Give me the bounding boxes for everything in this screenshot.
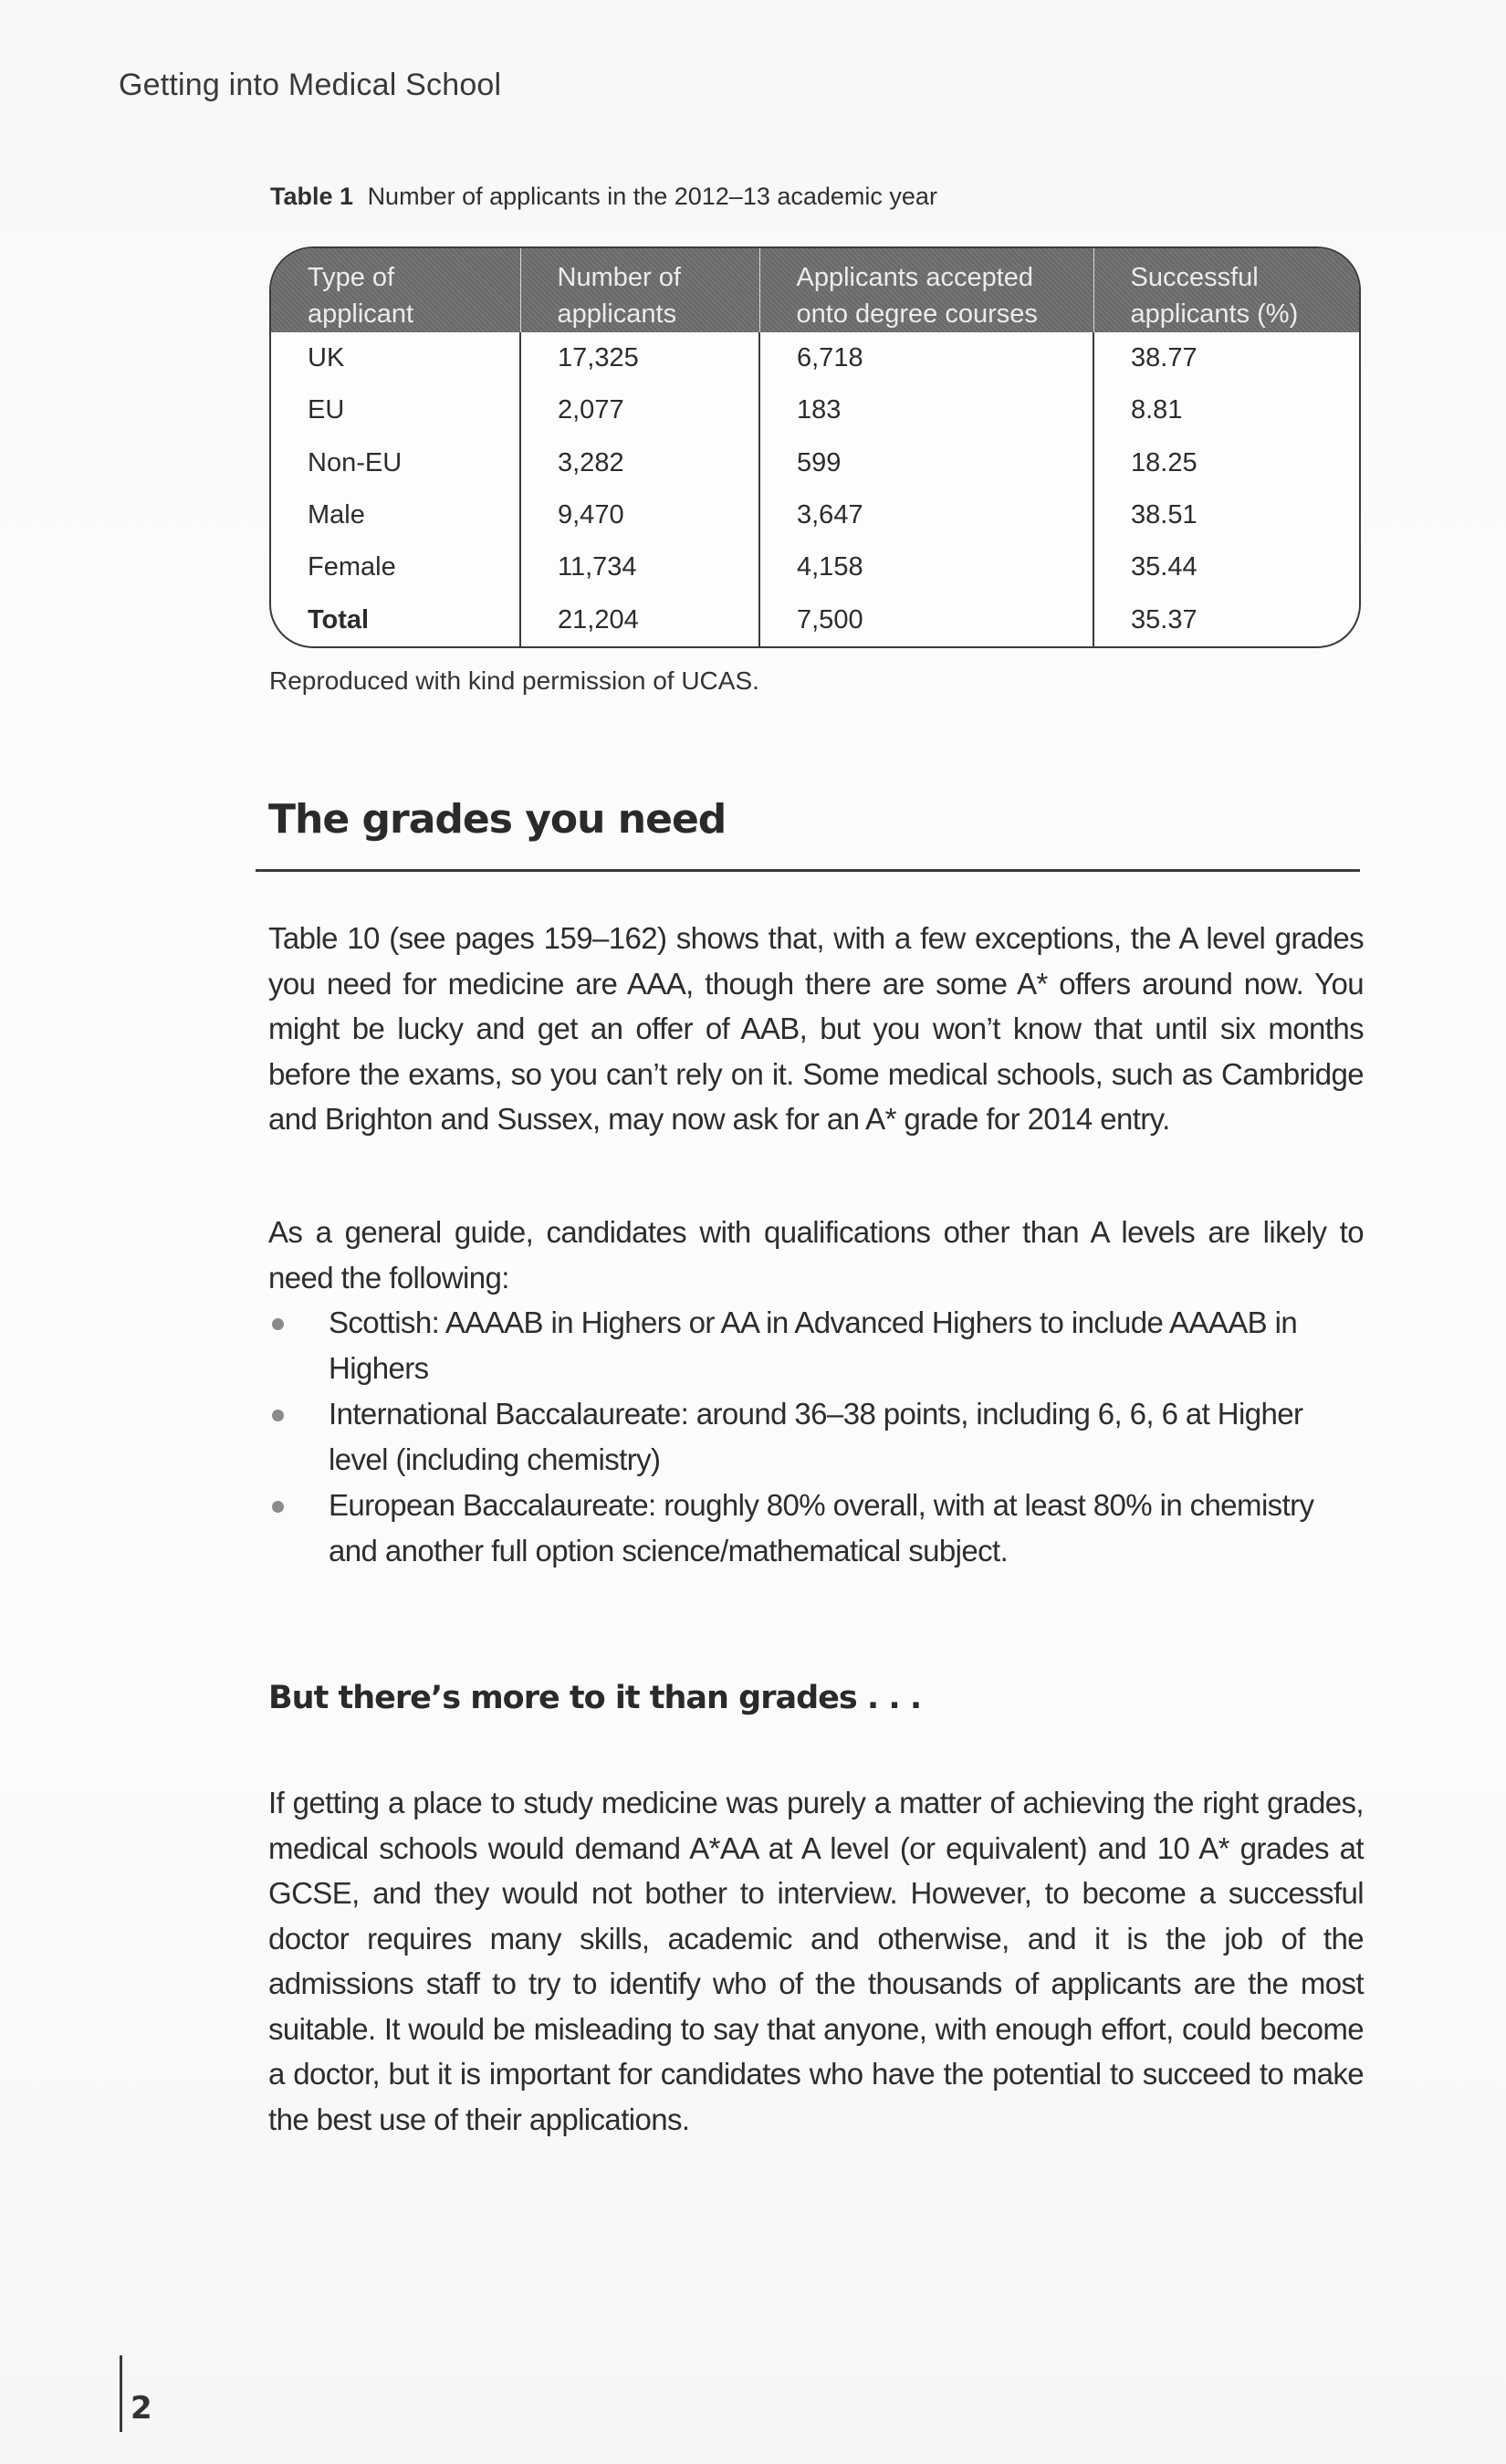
cell-type: Male (308, 500, 365, 530)
cell-type: Total (308, 604, 370, 634)
table-caption-label: Table 1 (270, 183, 354, 210)
list-item (268, 1300, 1364, 1390)
cell-success-rate: 18.25 (1093, 437, 1359, 489)
table-row (271, 332, 1359, 384)
list-item-text: European Baccalaureate: roughly 80% overall, with at least 80% in chemistry and another full option science/mathematical subject. (329, 1488, 1314, 1568)
cell-accepted: 183 (759, 384, 1093, 436)
table-caption (270, 183, 937, 211)
list-item (268, 1391, 1364, 1482)
running-head: Getting into Medical School (119, 68, 502, 102)
cell-accepted: 3,647 (759, 489, 1093, 541)
table-row-total (271, 594, 1359, 646)
cell-applicants: 2,077 (520, 384, 759, 436)
header-line: applicant (308, 299, 414, 329)
cell-success-rate: 35.37 (1093, 594, 1359, 646)
applicants-table (269, 246, 1361, 648)
table-row (271, 384, 1359, 436)
section-heading: The grades you need (268, 796, 727, 843)
body-paragraph: Table 10 (see pages 159–162) shows that, with a few exceptions, the A level grades you need for medicine are AAA, though there are some A* offers around now. You might be lucky and get an offer of AAB, but you won’t know that until six months before the exams, so you can’t rely on it. Some medical schools, such as Cambridge and Brighton and Sussex, may now ask for an A* grade for 2014 entry. (268, 921, 1364, 1136)
header-applicants-accepted (759, 248, 1093, 332)
cell-accepted: 6,718 (759, 332, 1093, 384)
cell-accepted: 7,500 (759, 594, 1093, 646)
cell-applicants: 11,734 (520, 541, 759, 593)
table-row (271, 541, 1359, 593)
header-line: applicants (%) (1130, 299, 1299, 329)
heading-rule (256, 869, 1360, 872)
cell-type: EU (308, 395, 345, 425)
header-line: applicants (557, 299, 677, 329)
cell-accepted: 4,158 (759, 541, 1093, 593)
table-row (271, 437, 1359, 489)
applicants-table-grid (271, 248, 1359, 646)
cell-success-rate: 8.81 (1093, 384, 1359, 436)
subsection-heading: But there’s more to it than grades . . . (268, 1680, 922, 1716)
body-paragraph: As a general guide, candidates with qualifications other than A levels are likely to need the following: (268, 1215, 1364, 1295)
list-item-text: Scottish: AAAAB in Highers or AA in Advanced Highers to include AAAAB in Highers (329, 1305, 1298, 1385)
header-line: Applicants accepted (796, 263, 1034, 292)
cell-type: Female (308, 552, 396, 582)
cell-success-rate: 38.51 (1093, 489, 1359, 541)
list-item (268, 1483, 1364, 1573)
header-line: Type of (308, 263, 395, 292)
header-number-of-applicants (520, 248, 759, 332)
cell-applicants: 21,204 (520, 594, 759, 646)
cell-type: UK (308, 343, 345, 373)
table-header-row (271, 248, 1359, 332)
cell-applicants: 3,282 (520, 437, 759, 489)
header-line: Number of (557, 263, 681, 292)
bullet-icon (272, 1318, 284, 1330)
table-caption-text: Number of applicants in the 2012–13 academic year (367, 183, 937, 210)
cell-applicants: 17,325 (520, 332, 759, 384)
cell-type: Non-EU (308, 447, 403, 477)
table-credit: Reproduced with kind permission of UCAS. (269, 666, 759, 695)
table-row (271, 489, 1359, 541)
folio-bar (120, 2355, 122, 2432)
cell-accepted: 599 (759, 437, 1093, 489)
cell-success-rate: 35.44 (1093, 541, 1359, 593)
cell-applicants: 9,470 (520, 489, 759, 541)
qualification-list (268, 1300, 1364, 1574)
header-line: Successful (1130, 263, 1259, 292)
cell-success-rate: 38.77 (1093, 332, 1359, 384)
header-successful-applicants (1093, 248, 1359, 332)
header-line: onto degree courses (796, 299, 1038, 329)
header-type-of-applicant (271, 248, 520, 332)
body-paragraph: If getting a place to study medicine was purely a matter of achieving the right grades, medical schools would demand A*AA at A level (or equivalent) and 10 A* grades at GCSE, and they would not bother to interview. However, to become a successful doctor requires many skills, academic and otherwise, and it is the job of the admissions staff to try to identify who of the thousands of applicants are the most suitable. It would be misleading to say that anyone, with enough effort, could become a doctor, but it is important for candidates who have the potential to succeed to make the best use of their applications. (268, 1786, 1364, 2136)
bullet-icon (272, 1410, 284, 1421)
page-number: 2 (131, 2390, 152, 2427)
bullet-icon (272, 1501, 284, 1513)
list-item-text: International Baccalaureate: around 36–38 points, including 6, 6, 6 at Higher level (including chemistry) (329, 1397, 1303, 1476)
